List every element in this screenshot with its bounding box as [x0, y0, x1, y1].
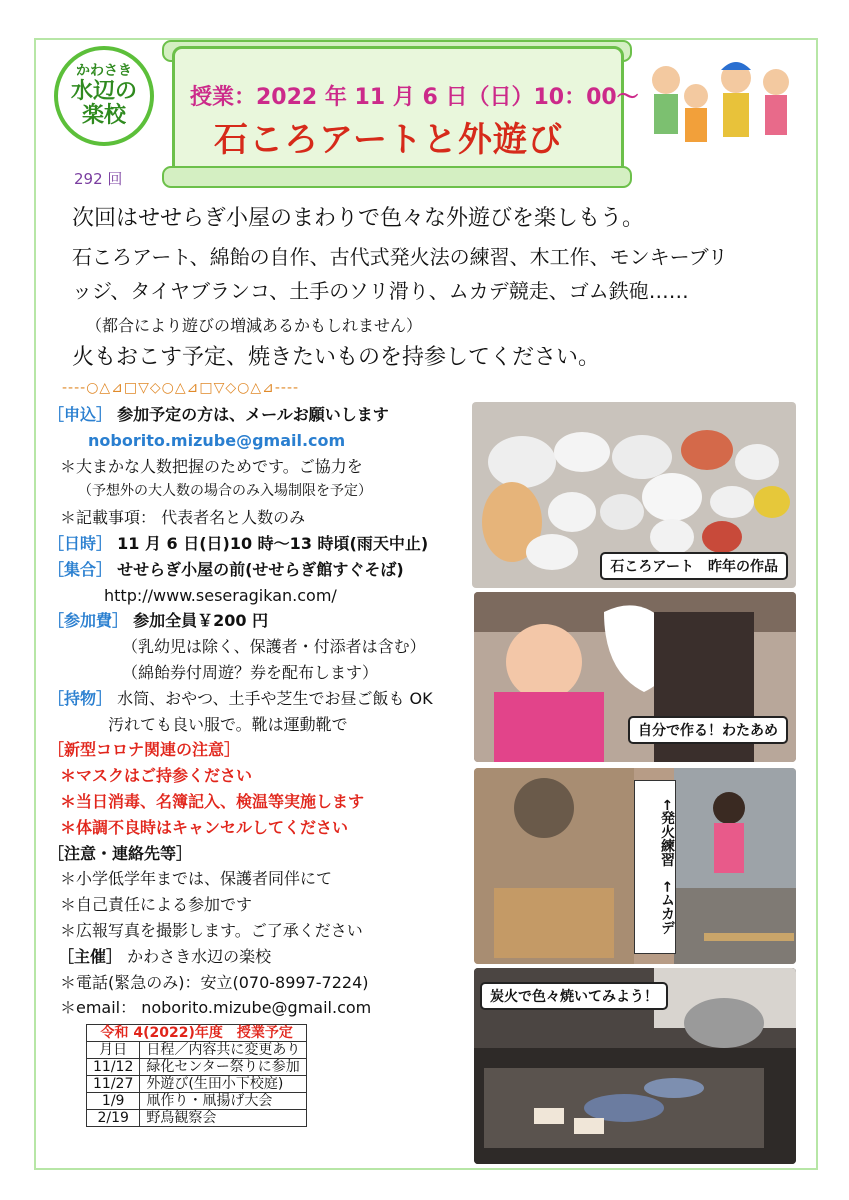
table-row [87, 1093, 307, 1110]
schedule-event: 緑化センター祭りに参加 [140, 1059, 307, 1076]
email-link[interactable]: noborito.mizube@gmail.com [88, 430, 346, 450]
schedule-col-date: 月日 [87, 1042, 140, 1059]
website-link[interactable]: http://www.seseragikan.com/ [104, 585, 337, 605]
charcoal-grill-photo [474, 968, 796, 1164]
schedule-date: 11/27 [87, 1076, 140, 1093]
covid-note-1: ＊マスクはご持参ください [60, 766, 253, 786]
covid-label: ［新型コロナ関連の注意］ [48, 740, 241, 760]
covid-note-2: ＊当日消毒、名簿記入、検温等実施します [60, 791, 365, 811]
notice-label: ［注意・連絡先等］ [48, 843, 193, 863]
photo-caption-stone-art: 石ころアート 昨年の作品 [600, 552, 788, 580]
fee-label: ［参加費］ [48, 611, 129, 631]
issue-number: 292 回 [74, 170, 123, 188]
school-logo [54, 46, 154, 146]
schedule-col-event: 日程／内容共に変更あり [140, 1042, 307, 1059]
intro-line-3: ッジ、タイヤブランコ、土手のソリ滑り、ムカデ競走、ゴム鉄砲…… [72, 279, 689, 303]
notice-3: ＊広報写真を撮影します。ご了承ください [60, 920, 363, 940]
logo-line1: かわさき [76, 63, 132, 79]
fee-note-2: （綿飴券付周遊？券を配布します） [122, 662, 379, 682]
fire-and-centipede-photo [474, 768, 796, 964]
intro-note: （都合により遊びの増減あるかもしれません） [86, 316, 423, 335]
email-contact[interactable]: ＊email： noborito.mizube@gmail.com [60, 998, 372, 1018]
logo-line2: 水辺の [70, 79, 137, 104]
photo-caption-grill: 炭火で色々焼いてみよう！ [480, 982, 668, 1010]
apply-label: ［申込］ [48, 405, 113, 424]
schedule-date: 11/12 [87, 1059, 140, 1076]
schedule-event: 凧作り・凧揚げ大会 [140, 1093, 307, 1110]
host-label: ［主催］ [58, 946, 123, 966]
intro-line-2: 石ころアート、綿飴の自作、古代式発火法の練習、木工作、モンキーブリ [72, 245, 728, 269]
event-date: 授業：2022 年 11 月 6 日（日）10：00～ [190, 85, 639, 110]
event-title: 石ころアートと外遊び [214, 120, 563, 160]
bring-text: 水筒、おやつ、土手や芝生でお昼ご飯も OK [117, 688, 433, 708]
table-row [87, 1076, 307, 1093]
table-row [87, 1059, 307, 1076]
bring-label: ［持物］ [48, 688, 113, 708]
intro-line-1: 次回はせせらぎ小屋のまわりで色々な外遊びを楽しもう。 [72, 206, 645, 231]
decorative-divider: ----○△⊿□▽◇○△⊿□▽◇○△⊿---- [62, 380, 300, 396]
notice-2: ＊自己責任による参加です [60, 895, 253, 915]
apply-text: 参加予定の方は、メールお願いします [117, 405, 389, 424]
schedule-date: 1/9 [87, 1093, 140, 1110]
date-text: 11 月 6 日(日)10 時～13 時頃(雨天中止) [117, 533, 429, 553]
apply-note-3: ＊記載事項： 代表者名と人数のみ [60, 508, 306, 528]
fee-note-1: （乳幼児は除く、保護者・付添者は含む） [122, 637, 426, 657]
date-label: ［日時］ [48, 533, 113, 553]
intro-line-4: 火もおこす予定、焼きたいものを持参してください。 [72, 345, 601, 370]
place-text: せせらぎ小屋の前(せせらぎ館すぐそば) [117, 559, 404, 579]
bring-text-2: 汚れても良い服で。靴は運動靴で [108, 714, 348, 734]
phone-contact: ＊電話(緊急のみ)：安立(070-8997-7224) [60, 972, 369, 992]
cotton-candy-photo [474, 592, 796, 762]
logo-line3: 楽校 [81, 103, 126, 128]
notice-1: ＊小学低学年までは、保護者同伴にて [60, 869, 333, 889]
host-text: かわさき水辺の楽校 [127, 946, 272, 966]
schedule-date: 2/19 [87, 1110, 140, 1127]
schedule-event: 外遊び(生田小下校庭) [140, 1076, 307, 1093]
stone-art-photo [472, 402, 796, 588]
photo-caption-cotton-candy: 自分で作る！わたあめ [628, 716, 788, 744]
apply-note-2: （予想外の大人数の場合のみ入場制限を予定） [78, 483, 372, 500]
children-illustration [636, 50, 806, 170]
covid-note-3: ＊体調不良時はキャンセルしてください [60, 817, 349, 837]
apply-note-1: ＊大まかな人数把握のためです。ご協力を [60, 456, 363, 476]
place-label: ［集合］ [48, 559, 113, 579]
fee-text: 参加全員￥200 円 [133, 611, 269, 631]
details-section [48, 402, 458, 1021]
schedule-table [86, 1024, 307, 1127]
photo-caption-fire-centipede: ←発火練習 ←ムカデ [634, 780, 676, 954]
schedule-event: 野鳥観察会 [140, 1110, 307, 1127]
scroll-roll-bottom [162, 166, 632, 188]
schedule-caption: 令和 4(2022)年度 授業予定 [87, 1025, 307, 1042]
table-row [87, 1110, 307, 1127]
